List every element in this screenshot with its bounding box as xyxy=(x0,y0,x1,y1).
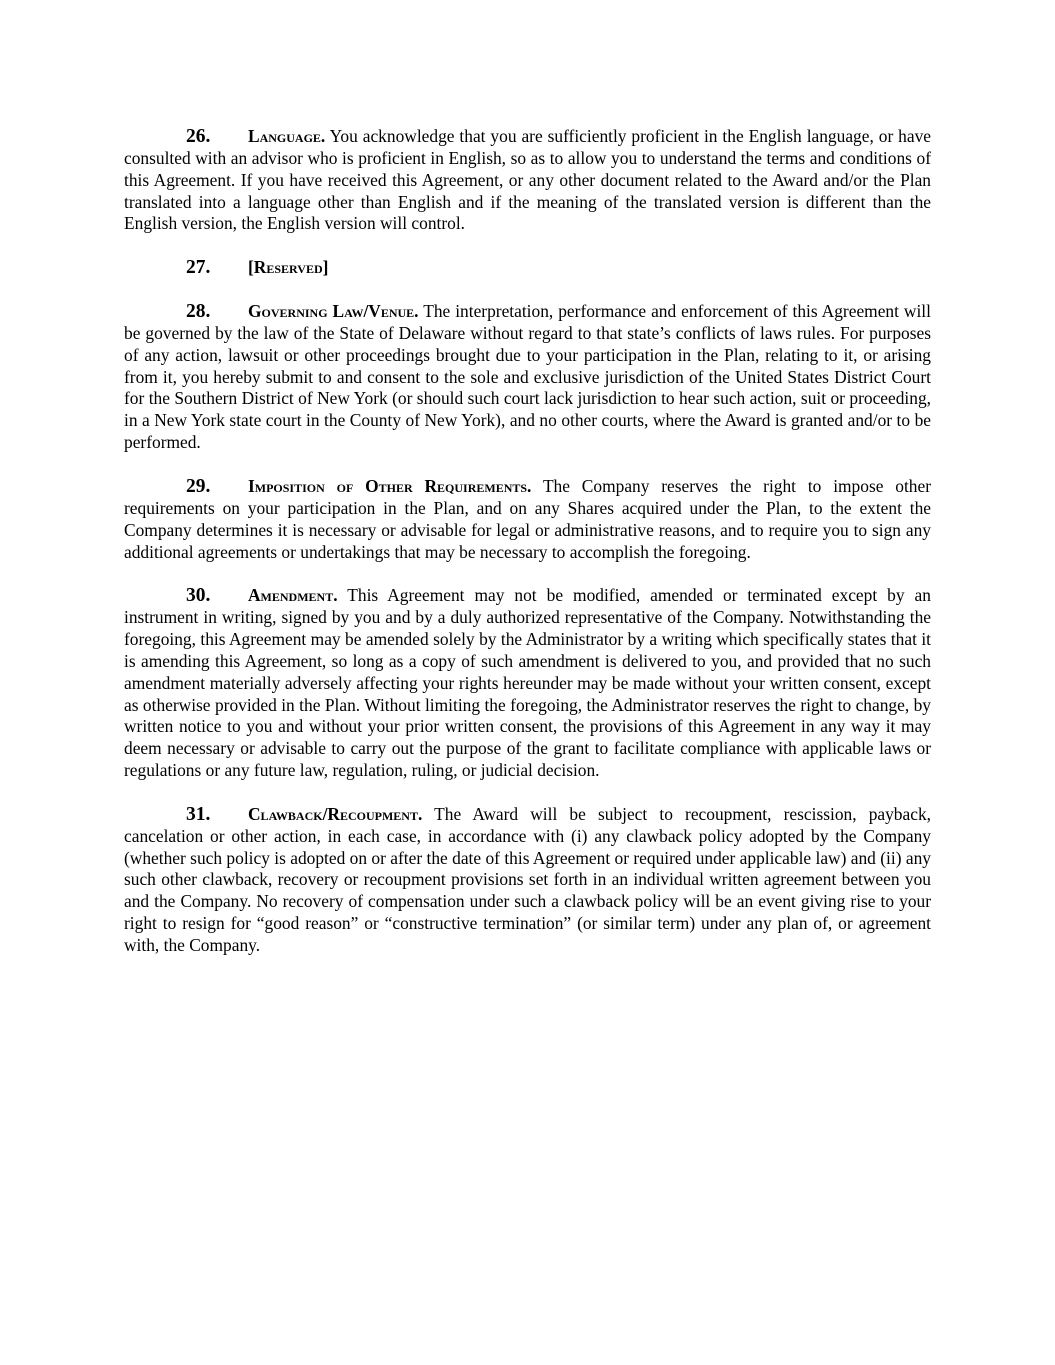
section-body: The interpretation, performance and enforcement of this Agreement will be governed by the law of the State of Delaware without regard to that state’s conflicts of laws rules. For purposes of any action, lawsuit or other proceedings brought due to your participation in the Plan, relating to it, or arising from it, you hereby submit to and consent to the sole and exclusive jurisdiction of the United States District Court for the Southern District of New York (or should such court lack jurisdiction to hear such action, suit or proceeding, in a New York state court in the County of New York), and no other courts, where the Award is granted and/or to be performed. xyxy=(124,301,931,453)
section-29 xyxy=(124,476,931,563)
section-number: 27. xyxy=(186,257,211,279)
section-heading: [Reserved] xyxy=(248,257,329,278)
section-28 xyxy=(124,301,931,454)
section-26 xyxy=(124,126,931,235)
section-heading: Language. xyxy=(248,126,326,146)
section-31 xyxy=(124,804,931,957)
section-30 xyxy=(124,585,931,782)
section-number: 28. xyxy=(186,301,211,323)
section-number: 29. xyxy=(186,475,211,497)
document-page xyxy=(124,126,931,979)
section-number: 26. xyxy=(186,126,211,147)
section-27 xyxy=(124,257,931,279)
section-heading: Imposition of Other Requirements. xyxy=(248,475,532,496)
section-number: 30. xyxy=(186,585,211,607)
section-body: The Award will be subject to recoupment, rescission, payback, cancelation or other action, in each case, in accordance with (i) any clawback policy adopted by the Company (whether such policy is adopted on or after the date of this Agreement or required under applicable law) and (ii) any such other clawback, recovery or recoupment provisions set forth in an individual written agreement between you and the Company. No recovery of compensation under such a clawback policy will be an event giving rise to your right to resign for “good reason” or “constructive termination” (or similar term) under any plan of, or agreement with, the Company. xyxy=(124,803,931,955)
section-body: This Agreement may not be modified, amended or terminated except by an instrument in writing, signed by you and by a duly authorized representative of the Company. Notwithstanding the foregoing, this Agreement may be amended solely by the Administrator by a writing which specifically states that it is amending this Agreement, so long as a copy of such amendment is delivered to you, and provided that no such amendment materially adversely affecting your rights hereunder may be made without your written consent, except as otherwise provided in the Plan. Without limiting the foregoing, the Administrator reserves the right to change, by written notice to you and without your prior written consent, the provisions of this Agreement in any way it may deem necessary or advisable to carry out the purpose of the grant to facilitate compliance with applicable laws or regulations or any future law, regulation, ruling, or judicial decision. xyxy=(124,585,931,781)
section-heading: Amendment. xyxy=(248,585,338,606)
section-body: You acknowledge that you are sufficiently proficient in the English language, or have consulted with an advisor who is proficient in English, so as to allow you to understand the terms and conditions of this Agreement. If you have received this Agreement, or any other document related to the Award and/or the Plan translated into a language other than English and if the meaning of the translated version is different than the English version, the English version will control. xyxy=(124,126,931,234)
section-heading: Clawback/Recoupment. xyxy=(248,803,423,824)
section-body: The Company reserves the right to impose other requirements on your participation in the Plan, and on any Shares acquired under the Plan, to the extent the Company determines it is necessary or advisable for legal or administrative reasons, and to require you to sign any additional agreements or undertakings that may be necessary to accomplish the foregoing. xyxy=(124,475,931,562)
section-heading: Governing Law/Venue. xyxy=(248,301,419,322)
section-number: 31. xyxy=(186,803,211,825)
